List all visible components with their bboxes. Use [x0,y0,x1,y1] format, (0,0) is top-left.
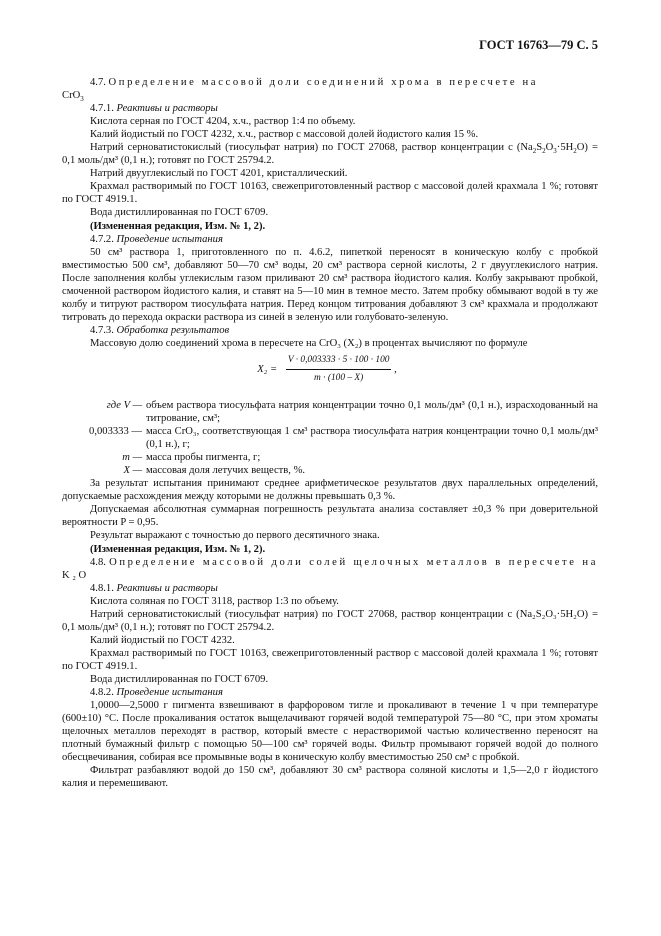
section-number: 4.7.2. [90,233,114,245]
subscript: 2 [573,147,577,156]
section-title: Реактивы и растворы [116,103,218,115]
reagent-3-text: Натрий серноватистокислый (тиосульфат натрия) по ГОСТ 27068, раствор концентрации [90,142,504,154]
section-4-7-heading [62,76,598,89]
reagent-6: Вода дистиллированная по ГОСТ 6709. [90,207,269,219]
section-4-8-2-heading [62,686,598,699]
reagent-2: Калий йодистый по ГОСТ 4232, х.ч., раствор с массовой долей йодистого калия 15 %. [90,129,479,141]
reagent-3 [62,141,598,167]
document-page [62,0,598,936]
calculation-intro: Массовую долю соединений хрома в пересчете на CrO₃ (X₂) в процентах вычисляют по формуле [90,337,528,349]
formula-lhs: X₂ = [257,364,278,375]
formula-numerator: V · 0,003333 · 5 · 100 · 100 [286,354,392,370]
reagent-k-5: Вода дистиллированная по ГОСТ 6709. [90,673,269,685]
reagent-3-formula-d: ·5H [556,142,574,154]
definition-item [62,464,598,477]
filtrate-paragraph: Фильтрат разбавляют водой до 150 см³, добавляют 30 см³ раствора соляной кислоты и 1,5—2,0 г йодистого калия и перемешивают. [62,765,598,790]
reagent-5: Крахмал растворимый по ГОСТ 10163, свежеприготовленный раствор с массовой долей крахмала 1 %; готовят по ГОСТ 4919.1. [62,181,598,206]
section-title-cont: CrO [62,90,81,102]
subscript: 3 [80,95,84,104]
reagent-k-2: Натрий серноватистокислый (тиосульфат натрия) по ГОСТ 27068, раствор концентрации c (Na₂S₂O₃·5H₂O) = 0,1 моль/дм³ (0,1 н.); готовят по ГОСТ 25794.2. [62,608,598,633]
formula-tail: , [394,364,397,375]
section-4-7-1-heading [62,102,598,115]
definitions-list [62,399,598,477]
reagent-4: Натрий двууглекислый по ГОСТ 4201, кристаллический. [90,168,348,180]
formula-fraction [286,354,392,385]
reagent-3-formula-a: c (Na [508,142,533,154]
section-title: Определение массовой доли соединений хрома в пересчете на [108,77,539,88]
page-header: ГОСТ 16763—79 С. 5 [479,38,598,52]
subscript: 2 [532,147,537,156]
definition-item [62,451,598,464]
reagent-k-4: Крахмал растворимый по ГОСТ 10163, свежеприготовленный раствор с массовой долей крахмала 1 %; готовят по ГОСТ 4919.1. [62,647,598,672]
section-4-7-3-heading [62,324,598,337]
edition-note-1: (Измененная редакция, Изм. № 1, 2). [90,220,266,232]
definition-term: X — [123,465,142,477]
procedure-k-paragraph: 1,0000—2,5000 г пигмента взвешивают в фарфоровом тигле и прокаливают в течение 1 ч при температуре (600±10) °С. После прокаливания остаток выщелачивают горячей водой температурой 75—80 °С, при этом хроматы щелочных металлов переходят в раствор, который вместе с нерастворимой частью количественно переносят на плотный бумажный фильтр с помощью 50—100 см³ горячей воды. Фильтр промывают горячей водой до полного обесцвечивания, собирая все промывные воды в коническую колбу вместимостью 250 см³ с пробкой. [62,700,598,764]
definition-text: объем раствора тиосульфата натрия концентрации точно 0,1 моль/дм³ (0,1 н.), израсходованный на титрование, см³; [146,399,598,425]
formula-denominator: m · (100 – X) [314,373,364,384]
definition-term: m — [122,452,142,464]
definition-text: масса пробы пигмента, г; [146,452,261,464]
section-title: Проведение испытания [116,687,223,699]
definition-item [62,399,598,425]
definition-text: масса CrO₃, соответствующая 1 см³ раствора тиосульфата натрия концентрации точно 0,1 моль/дм³ (0,1 н.), г; [146,426,598,451]
section-number: 4.7.3. [90,324,114,336]
definition-term: 0,003333 — [89,426,142,438]
section-number: 4.8.2. [90,687,114,699]
section-number: 4.8.1. [90,582,114,594]
section-title: Проведение испытания [116,233,223,245]
subscript: 3 [553,147,557,156]
definition-text: массовая доля летучих веществ, %. [146,465,306,477]
section-4-7-2-heading [62,233,598,246]
reagent-k-1: Кислота соляная по ГОСТ 3118, раствор 1:3 по объему. [90,595,339,607]
section-number: 4.7.1. [90,103,114,115]
result-paragraph: За результат испытания принимают среднее арифметическое результатов двух параллельных определений, допускаемые расхождения между которыми не должны превышать 0,3 %. [62,478,598,503]
section-number: 4.8. [90,556,106,568]
error-paragraph: Допускаемая абсолютная суммарная погрешность результата анализа составляет ±0,3 % при доверительной вероятности P = 0,95. [62,504,598,529]
reagent-3-formula-c: O [545,142,554,154]
section-4-8-heading [62,556,598,582]
reagent-3-formula-b: S [536,142,543,154]
formula [62,354,598,394]
precision-paragraph: Результат выражают с точностью до первого десятичного знака. [90,530,380,542]
reagent-3-formula-e: O) = 0,1 моль/дм³ (0,1 н.); готовят по ГОСТ 25794.2. [62,142,598,167]
document-body [62,76,598,790]
definition-item [62,425,598,451]
definition-term: где V — [106,399,142,411]
section-4-7-heading-cont [62,89,598,102]
section-title: Реактивы и растворы [116,582,218,594]
section-number: 4.7. [90,77,106,88]
procedure-paragraph: 50 см³ раствора 1, приготовленного по п. 4.6.2, пипеткой переносят в коническую колбу с пробкой вместимостью 500 см³, добавляют 50—70 см³ воды, 20 см³ раствора серной кислоты, 2 г двууглекислого натрия. После заполнения колбы углекислым газом приливают 20 см³ раствора йодистого калия. Колбу закрывают пробкой, смоченной раствором йодистого калия, и ставят на 5—10 мин в темное место. Затем пробку обмывают водой в ту же колбу и титруют раствором тиосульфата натрия. Перед концом титрования добавляют 3 см³ крахмала и продолжают титровать до перехода окраски раствора из синей в зеленую или голубовато-зеленую. [62,246,598,323]
section-title: Обработка результатов [116,324,230,336]
section-title: Определение массовой доли солей щелочных металлов в пересчете на K₂O [62,556,598,581]
edition-note-2: (Измененная редакция, Изм. № 1, 2). [90,543,266,555]
reagent-1: Кислота серная по ГОСТ 4204, х.ч., раствор 1:4 по объему. [90,116,356,128]
section-4-8-1-heading [62,582,598,595]
subscript: 2 [542,147,546,156]
reagent-k-3: Калий йодистый по ГОСТ 4232. [90,634,235,646]
